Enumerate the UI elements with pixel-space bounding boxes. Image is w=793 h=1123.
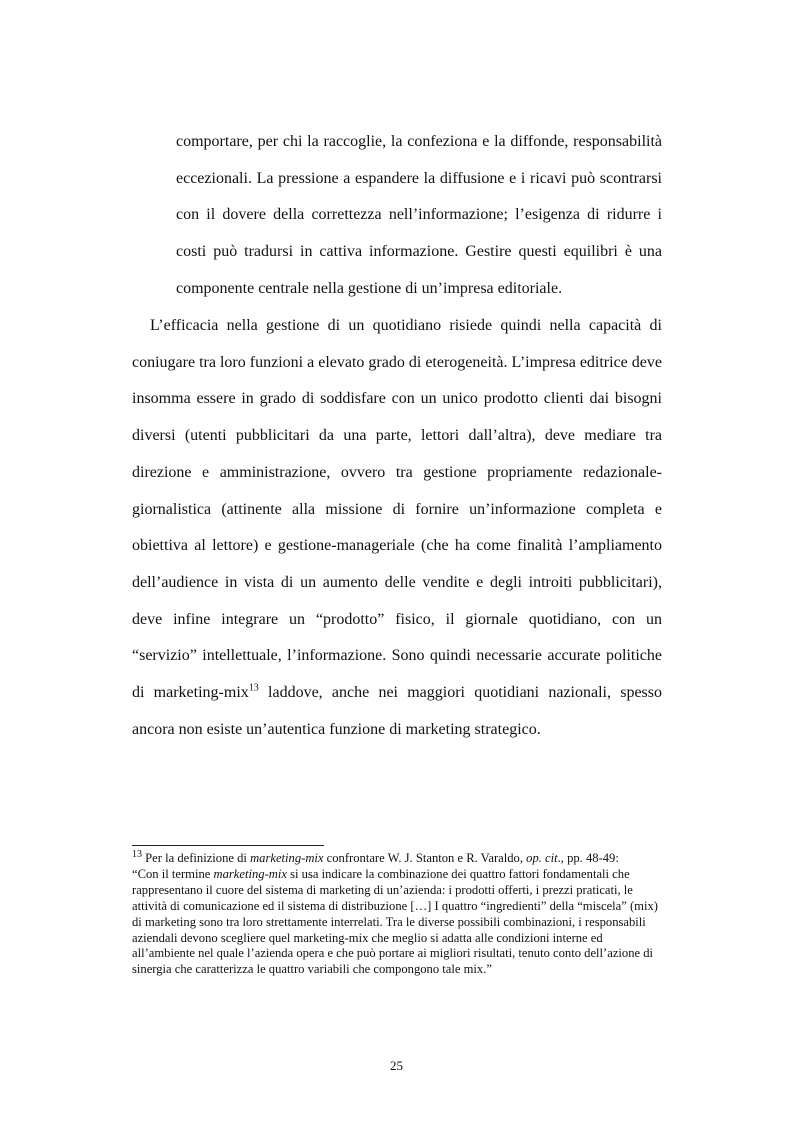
- footnote-term: marketing-mix: [250, 851, 324, 865]
- body-text-after-ref: laddove, anche nei maggiori quotidiani nazionali, spesso ancora non esiste un’autentica funzione di marketing strategico.: [132, 684, 663, 738]
- footnote-reference: 13: [248, 682, 259, 694]
- footnote: [132, 848, 662, 978]
- footnote-separator: [132, 845, 324, 846]
- footnote-quote-rest: si usa indicare la combinazione dei quattro fattori fondamentali che rappresentano il cuore del sistema di marketing di un’azienda: i prodotti offerti, i prezzi praticati, le attività di comunicazione ed il sistema di distribuzione […] I quattro “ingredienti” della “miscela” (mix) di marketing sono tra loro strettamente interrelati. Tra le diverse possibili combinazioni, i responsabili aziendali devono scegliere quel marketing-mix che meglio si adatta alle condizioni interne ed all’ambiente nel quale l’azienda opera e che può portare ai migliori risultati, tenuto conto dell’azione di sinergia che caratterizza le quattro variabili che compongono tale mix.”: [132, 866, 658, 977]
- footnote-opcit: op. cit: [526, 851, 558, 865]
- footnote-number: 13: [132, 848, 142, 860]
- footnote-confront: confrontare W. J. Stanton e R. Varaldo,: [323, 851, 527, 865]
- page-number: 25: [390, 1058, 403, 1073]
- block-quote-text: comportare, per chi la raccoglie, la confeziona e la diffonde, responsabilità eccezionali. La pressione a espandere la diffusione e i ricavi può scontrarsi con il dovere della correttezza nell’informazione; l’esigenza di ridurre i costi può tradursi in cattiva informazione. Gestire questi equilibri è una componente centrale nella gestione di un’impresa editoriale.: [176, 133, 662, 297]
- footnote-intro: Per la definizione di: [142, 851, 251, 865]
- footnote-quote-term: marketing-mix: [213, 866, 287, 881]
- body-text-before-ref: L’efficacia nella gestione di un quotidiano risiede quindi nella capacità di coniugare tra loro funzioni a elevato grado di eterogeneità. L’impresa editrice deve insomma essere in grado di soddisfare con un unico prodotto clienti dai bisogni diversi (utenti pubblicitari da una parte, lettori dall’altra), deve mediare tra direzione e amministrazione, ovvero tra gestione propriamente redazionale-giornalistica (attinente alla missione di fornire un’informazione completa e obiettiva al lettore) e gestione-manageriale (che ha come finalità l’ampliamento dell’audience in vista di un aumento delle vendite e degli introiti pubblicitari), deve infine integrare un “prodotto” fisico, il giornale quotidiano, con un “servizio” intellettuale, l’informazione. Sono quindi necessarie accurate politiche di marketing-mix: [132, 317, 662, 702]
- block-quote: [176, 124, 662, 308]
- footnote-quote-start: “Con il termine: [132, 866, 214, 881]
- footnote-pages: ., pp. 48-49:: [557, 851, 619, 865]
- body-paragraph: [132, 308, 662, 748]
